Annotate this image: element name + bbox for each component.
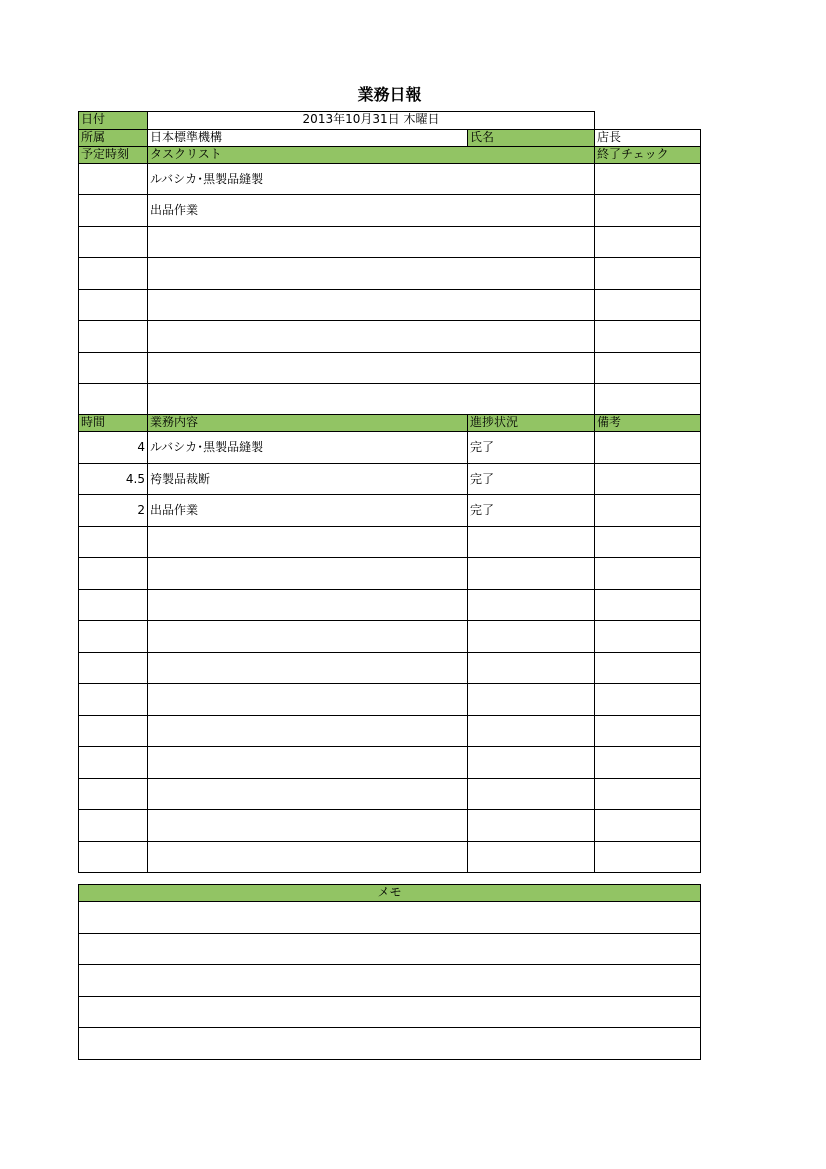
task-time-cell[interactable] — [78, 257, 148, 290]
memo-header: メモ — [78, 884, 701, 902]
work-hours-cell[interactable] — [78, 683, 148, 716]
work-progress-cell[interactable] — [467, 652, 595, 684]
work-content-cell[interactable] — [147, 652, 468, 684]
memo-line[interactable] — [78, 901, 701, 934]
work-hours-cell[interactable]: 2 — [78, 494, 148, 527]
work-progress-cell[interactable] — [467, 620, 595, 653]
work-progress-cell[interactable] — [467, 557, 595, 590]
work-hours-cell[interactable] — [78, 746, 148, 779]
work-notes-cell[interactable] — [594, 809, 701, 842]
work-progress-cell[interactable] — [467, 778, 595, 810]
task-check-cell[interactable] — [594, 352, 701, 384]
work-notes-cell[interactable] — [594, 683, 701, 716]
work-hours-cell[interactable] — [78, 620, 148, 653]
work-notes-cell[interactable] — [594, 620, 701, 653]
work-hours-cell[interactable]: 4 — [78, 431, 148, 464]
work-content-cell[interactable] — [147, 683, 468, 716]
task-name-cell[interactable]: 出品作業 — [147, 194, 595, 227]
task-check-cell[interactable] — [594, 289, 701, 321]
dept-value[interactable]: 日本標準機構 — [147, 129, 468, 147]
work-notes-cell[interactable] — [594, 557, 701, 590]
work-progress-cell[interactable] — [467, 809, 595, 842]
task-name-cell[interactable] — [147, 289, 595, 321]
work-progress-cell[interactable] — [467, 715, 595, 747]
task-time-header: 予定時刻 — [78, 146, 148, 164]
work-content-cell[interactable] — [147, 778, 468, 810]
task-time-cell[interactable] — [78, 194, 148, 227]
work-progress-cell[interactable]: 完了 — [467, 494, 595, 527]
task-check-cell[interactable] — [594, 320, 701, 353]
work-notes-cell[interactable] — [594, 715, 701, 747]
work-notes-cell[interactable] — [594, 494, 701, 527]
work-hours-cell[interactable] — [78, 841, 148, 873]
work-progress-cell[interactable] — [467, 526, 595, 558]
work-content-cell[interactable] — [147, 557, 468, 590]
memo-line[interactable] — [78, 933, 701, 965]
task-check-cell[interactable] — [594, 163, 701, 195]
work-hours-cell[interactable] — [78, 526, 148, 558]
work-notes-cell[interactable] — [594, 652, 701, 684]
memo-line[interactable] — [78, 1027, 701, 1060]
work-progress-cell[interactable] — [467, 683, 595, 716]
work-content-cell[interactable] — [147, 809, 468, 842]
work-content-cell[interactable] — [147, 620, 468, 653]
work-notes-cell[interactable] — [594, 589, 701, 621]
work-hours-cell[interactable] — [78, 715, 148, 747]
task-time-cell[interactable] — [78, 226, 148, 258]
work-hours-cell[interactable] — [78, 809, 148, 842]
work-content-cell[interactable]: 出品作業 — [147, 494, 468, 527]
work-hours-cell[interactable] — [78, 778, 148, 810]
work-content-cell[interactable] — [147, 841, 468, 873]
task-name-cell[interactable] — [147, 352, 595, 384]
work-progress-cell[interactable] — [467, 841, 595, 873]
date-value[interactable]: 2013年10月31日 木曜日 — [147, 111, 595, 130]
work-notes-cell[interactable] — [594, 841, 701, 873]
work-progress-cell[interactable] — [467, 746, 595, 779]
task-name-cell[interactable] — [147, 320, 595, 353]
task-check-cell[interactable] — [594, 194, 701, 227]
work-progress-cell[interactable]: 完了 — [467, 431, 595, 464]
task-time-cell[interactable] — [78, 289, 148, 321]
work-content-header: 業務内容 — [147, 414, 468, 432]
work-content-cell[interactable]: 袴製品裁断 — [147, 463, 468, 495]
work-content-cell[interactable] — [147, 526, 468, 558]
name-value[interactable]: 店長 — [594, 129, 701, 147]
work-notes-cell[interactable] — [594, 746, 701, 779]
work-progress-cell[interactable] — [467, 589, 595, 621]
memo-line[interactable] — [78, 964, 701, 997]
task-check-header: 終了チェック — [594, 146, 701, 164]
work-hours-cell[interactable]: 4.5 — [78, 463, 148, 495]
page-title: 業務日報 — [357, 85, 422, 104]
work-content-cell[interactable] — [147, 746, 468, 779]
dept-label: 所属 — [78, 129, 148, 147]
task-check-cell[interactable] — [594, 226, 701, 258]
work-progress-header: 進捗状況 — [467, 414, 595, 432]
memo-line[interactable] — [78, 996, 701, 1028]
work-hours-cell[interactable] — [78, 652, 148, 684]
work-hours-cell[interactable] — [78, 557, 148, 590]
date-label: 日付 — [78, 111, 148, 130]
task-name-cell[interactable] — [147, 226, 595, 258]
work-content-cell[interactable]: ルバシカ･黒製品縫製 — [147, 431, 468, 464]
work-notes-header: 備考 — [594, 414, 701, 432]
work-notes-cell[interactable] — [594, 526, 701, 558]
work-content-cell[interactable] — [147, 715, 468, 747]
task-time-cell[interactable] — [78, 383, 148, 416]
task-name-cell[interactable] — [147, 383, 595, 416]
task-name-cell[interactable]: ルバシカ･黒製品縫製 — [147, 163, 595, 195]
task-time-cell[interactable] — [78, 352, 148, 384]
task-check-cell[interactable] — [594, 257, 701, 290]
work-content-cell[interactable] — [147, 589, 468, 621]
task-check-cell[interactable] — [594, 383, 701, 416]
work-notes-cell[interactable] — [594, 431, 701, 464]
task-name-cell[interactable] — [147, 257, 595, 290]
work-notes-cell[interactable] — [594, 463, 701, 495]
task-list-header: タスクリスト — [147, 146, 595, 164]
work-hours-header: 時間 — [78, 414, 148, 432]
work-hours-cell[interactable] — [78, 589, 148, 621]
task-time-cell[interactable] — [78, 320, 148, 353]
name-label: 氏名 — [467, 129, 595, 147]
task-time-cell[interactable] — [78, 163, 148, 195]
work-notes-cell[interactable] — [594, 778, 701, 810]
work-progress-cell[interactable]: 完了 — [467, 463, 595, 495]
